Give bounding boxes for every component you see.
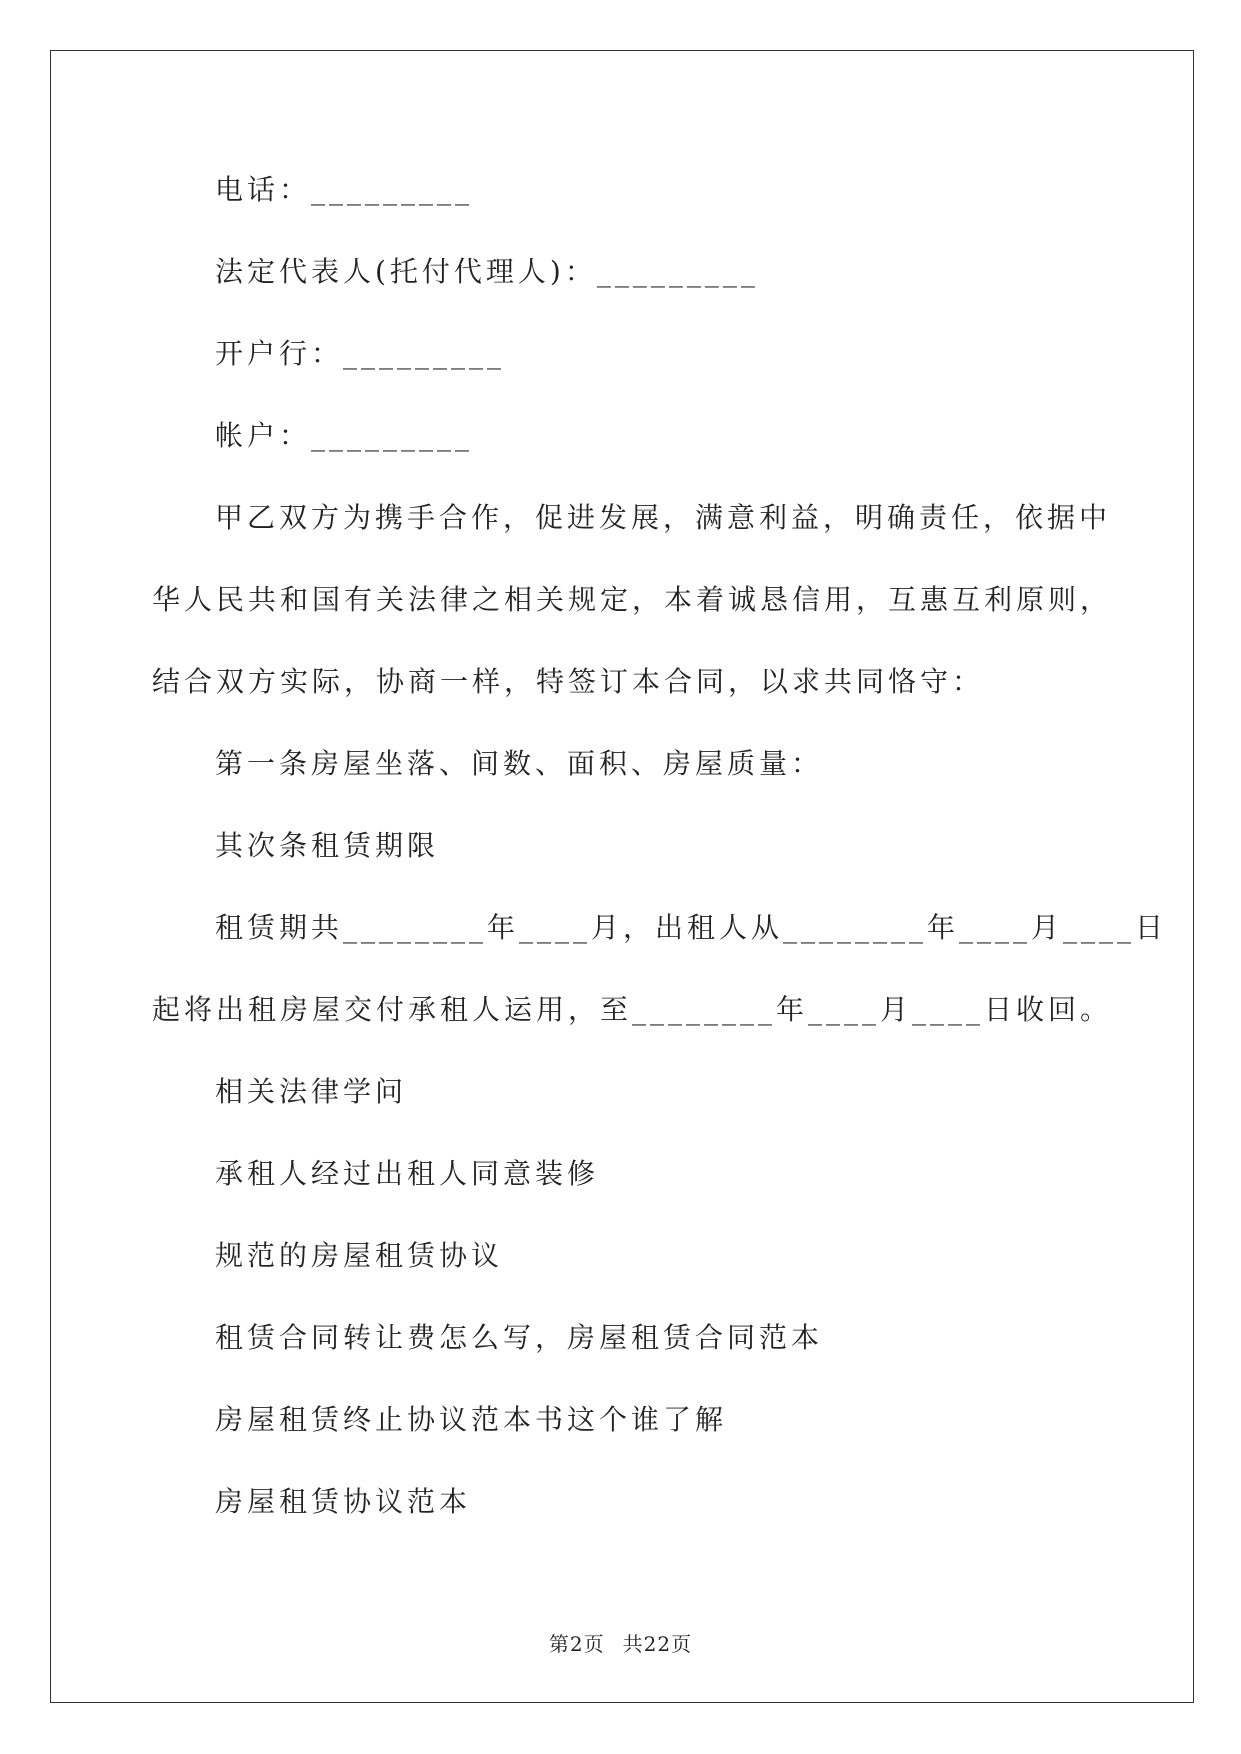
related-legal-knowledge: 相关法律学问 [215, 1075, 408, 1108]
related-item-1: 承租人经过出租人同意装修 [215, 1157, 600, 1190]
related-item-3: 租赁合同转让费怎么写，房屋租赁合同范本 [215, 1321, 824, 1354]
page-footer [0, 1628, 1241, 1657]
related-item-2: 规范的房屋租赁协议 [215, 1239, 504, 1272]
legal-representative-line: 法定代表人(托付代理人)：_________ [215, 255, 759, 288]
total-pages: 共22页 [622, 1632, 693, 1656]
lease-term-line-2: 起将出租房屋交付承租人运用，至________年____月____日收回。 [152, 993, 1113, 1026]
lease-term-line-1: 租赁期共________年____月，出租人从________年____月____日 [215, 911, 1168, 944]
bank-line: 开户行：_________ [215, 337, 506, 370]
preamble-line-2: 华人民共和国有关法律之相关规定，本着诚恳信用，互惠互利原则， [152, 583, 1113, 616]
account-line: 帐户：_________ [215, 419, 474, 452]
preamble-line-1: 甲乙双方为携手合作，促进发展，满意利益，明确责任，依据中 [215, 501, 1112, 534]
page-number: 第2页 [548, 1632, 605, 1656]
related-item-4: 房屋租赁终止协议范本书这个谁了解 [215, 1403, 728, 1436]
document-body [152, 164, 1168, 1558]
preamble-line-3: 结合双方实际，协商一样，特签订本合同，以求共同恪守： [152, 665, 985, 698]
related-item-5: 房屋租赁协议范本 [215, 1485, 472, 1518]
article-2-heading: 其次条租赁期限 [215, 829, 440, 862]
phone-line: 电话：_________ [215, 173, 474, 206]
article-1-heading: 第一条房屋坐落、间数、面积、房屋质量： [215, 747, 824, 780]
